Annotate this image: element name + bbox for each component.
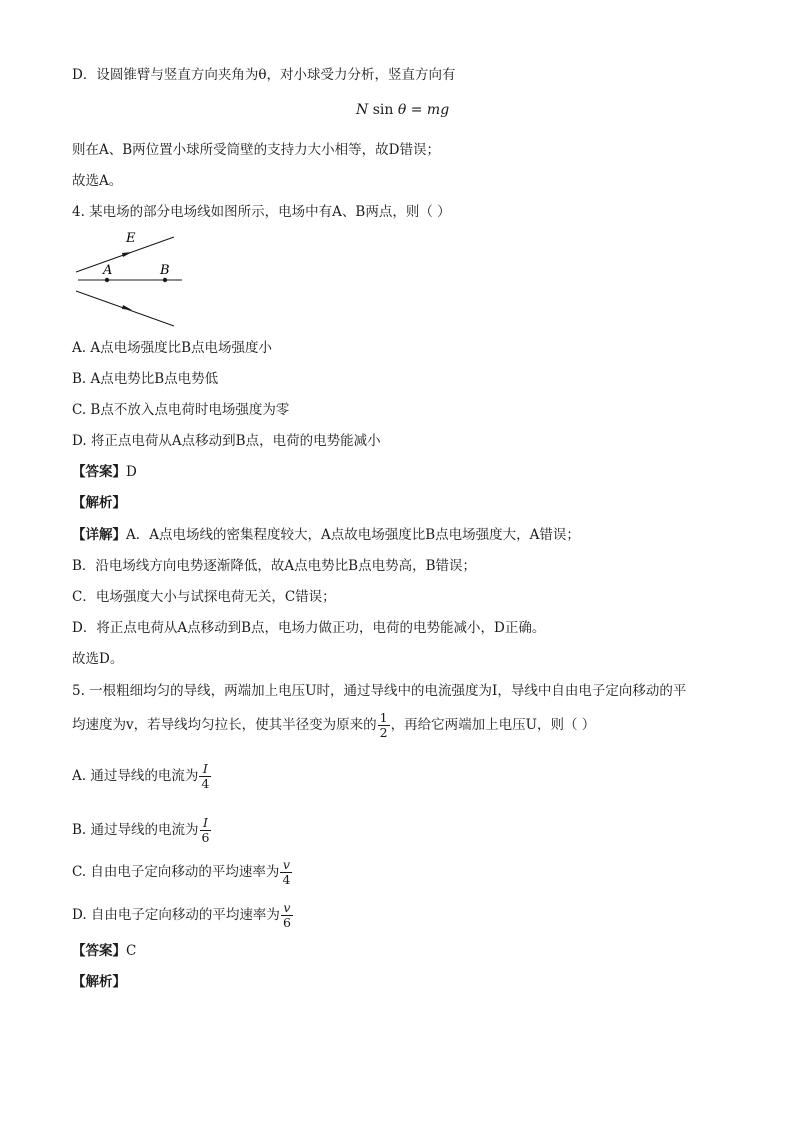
q5-option-d: [72, 896, 294, 934]
q4-stem: 4. 某电场的部分电场线如图所示，电场中有A、B两点，则（ ）: [72, 204, 451, 220]
stem-part-a: 均速度为v，若导线均匀拉长，使其半径变为原来的: [72, 717, 377, 733]
answer-value: D: [126, 464, 137, 480]
equation-fn: sin: [372, 102, 394, 118]
answer-tag: 【答案】: [72, 943, 126, 959]
q5-option-b: [72, 811, 212, 849]
q3-conclusion: 则在A、B两位置小球所受筒壁的支持力大小相等，故D错误；: [72, 142, 440, 158]
option-prefix: C. 自由电子定向移动的平均速率为: [72, 864, 280, 880]
analysis-tag: 【解析】: [72, 495, 126, 511]
q4-option-b: B. A点电势比B点电势低: [72, 371, 219, 387]
option-fraction: [199, 762, 211, 791]
fraction-denominator: 4: [282, 872, 291, 887]
option-prefix: D. 自由电子定向移动的平均速率为: [72, 907, 280, 923]
q4-detail-a: [72, 526, 580, 544]
q5-analysis-tag: [72, 973, 126, 991]
point-a: [105, 278, 109, 282]
fraction-denominator: 4: [201, 776, 210, 791]
fraction-numerator: 1: [379, 710, 388, 725]
q4-detail-b: B．沿电场线方向电势逐渐降低，故A点电势比B点电势高，B错误；: [72, 558, 477, 574]
equation-var: θ: [397, 102, 407, 118]
q4-option-c: C. B点不放入点电荷时电场强度为零: [72, 402, 290, 418]
option-fraction: [200, 816, 212, 845]
fraction-denominator: 6: [201, 830, 210, 845]
q3-equation: [356, 102, 449, 118]
answer-value: C: [126, 943, 137, 959]
q3-choose: 故选A。: [72, 173, 123, 189]
detail-tag: 【详解】: [72, 527, 126, 543]
detail-text: A．A点电场线的密集程度较大，A点故电场强度比B点电场强度大，A错误；: [126, 527, 580, 543]
fraction-numerator: I: [200, 816, 212, 831]
q5-option-c: [72, 853, 293, 891]
fraction-numerator: v: [281, 901, 293, 916]
label-b: B: [160, 263, 170, 278]
equation-rhs: = mg: [410, 102, 450, 118]
equation-lhs: N: [356, 102, 369, 118]
answer-tag: 【答案】: [72, 464, 126, 480]
half-fraction: [378, 711, 390, 740]
q4-option-d: D. 将正点电荷从A点移动到B点，电荷的电势能减小: [72, 433, 381, 449]
q4-detail-d: D．将正点电荷从A点移动到B点，电场力做正功，电荷的电势能减小，D正确。: [72, 620, 546, 636]
q4-choose: 故选D。: [72, 651, 124, 667]
fraction-denominator: 6: [282, 915, 291, 930]
q5-stem-line2: [72, 708, 595, 742]
fraction-numerator: v: [280, 858, 292, 873]
fraction-numerator: I: [199, 762, 211, 777]
label-a: A: [103, 263, 113, 278]
stem-part-b: ，再给它两端加上电压U，则（ ）: [390, 717, 596, 733]
q4-analysis-tag: [72, 494, 126, 512]
q4-answer: [72, 463, 137, 481]
electric-field-diagram: [72, 228, 192, 332]
q5-stem-line1: 5. 一根粗细均匀的导线，两端加上电压U时，通过导线中的电流强度为I，导线中自由电子定向移动的平: [72, 683, 687, 699]
option-prefix: A. 通过导线的电流为: [72, 768, 199, 784]
analysis-tag: 【解析】: [72, 974, 126, 990]
option-fraction: [281, 901, 293, 930]
fraction-denominator: 2: [379, 725, 388, 740]
option-prefix: B. 通过导线的电流为: [72, 822, 199, 838]
q4-detail-c: C．电场强度大小与试探电荷无关，C错误；: [72, 589, 336, 605]
arrow-top-icon: [122, 252, 132, 257]
q4-option-a: A. A点电场强度比B点电场强度小: [72, 340, 273, 356]
option-fraction: [280, 858, 292, 887]
q5-option-a: [72, 757, 212, 795]
arrow-bottom-icon: [122, 305, 132, 310]
q3-option-d-text: D．设圆锥臂与竖直方向夹角为θ，对小球受力分析，竖直方向有: [72, 67, 456, 83]
q5-answer: [72, 942, 136, 960]
point-b: [163, 278, 167, 282]
label-e: E: [126, 231, 136, 246]
